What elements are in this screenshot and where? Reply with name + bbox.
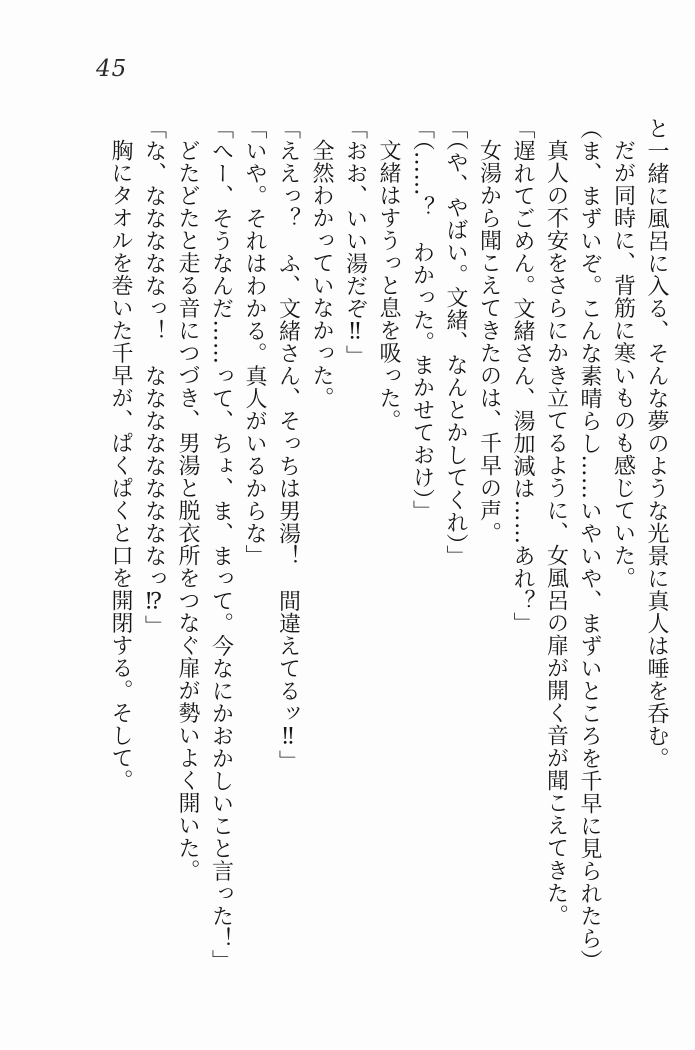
text-line: と一緒に風呂に入る、そんな夢のような光景に真人は唾を呑む。 xyxy=(644,117,669,770)
text-line: 「ええっ？ ふ、文緒さん、そっちは男湯！ 間違えてるッ‼」 xyxy=(275,117,301,773)
text-line: 「おお、いい湯だぞ‼」 xyxy=(342,117,368,368)
text-line: 真人の不安をさらにかき立てるように、女風呂の扉が開く音が聞こえてきた。 xyxy=(543,139,569,927)
text-line: 文緒はすうっと息を吸った。 xyxy=(376,139,401,432)
text-line: どたどたと走る音につづき、男湯と脱衣所をつなぐ扉が勢いよく開いた。 xyxy=(175,139,200,882)
text-line: 「な、なななななっ！ なななななななななっ⁉」 xyxy=(141,117,167,638)
text-line: 胸にタオルを巻いた千早が、ぱくぱくと口を開閉する。そして。 xyxy=(108,139,133,792)
text-line: （ま、まずいぞ。こんな素晴らし……いやいや、まずいところを千早に見られたら） xyxy=(577,117,602,972)
text-block xyxy=(104,117,674,997)
text-line: だが同時に、背筋に寒いものも感じていた。 xyxy=(610,139,636,589)
text-line: 「いや。それはわかる。真人がいるからな」 xyxy=(242,117,267,567)
text-line: 女湯から聞こえてきたのは、千早の声。 xyxy=(476,139,502,544)
text-line: 全然わかっていなかった。 xyxy=(309,139,334,409)
text-line: 「遅れてごめん。文緒さん、湯加減は……あれ？」 xyxy=(510,117,535,635)
text-line: 「へー、そうなんだ……って、ちょ、ま、まって。今なにかおかしいこと言った！」 xyxy=(208,117,234,972)
text-line: 「（……？ わかった。まかせておけ）」 xyxy=(409,117,435,523)
text-line: 「（や、やばい。文緒、なんとかしてくれ）」 xyxy=(443,117,468,568)
page-number: 45 xyxy=(96,56,128,82)
